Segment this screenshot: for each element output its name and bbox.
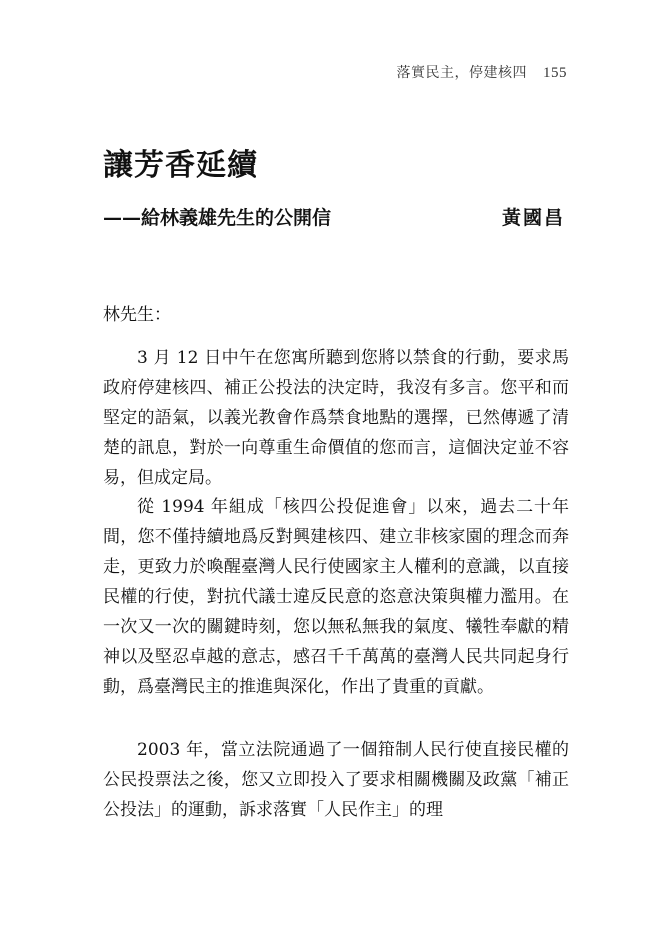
page-number: 155 bbox=[543, 65, 567, 81]
article-title: 讓芳香延續 bbox=[103, 148, 258, 183]
body-paragraph: 從 1994 年組成「核四公投促進會」以來，過去二十年間，您不僅持續地爲反對興建核四、建立非核家園的理念而奔走，更致力於喚醒臺灣人民行使國家主人權利的意識，以直接民權的行使，對抗代議士違反民意的恣意決策與權力濫用。在一次又一次的關鍵時刻，您以無私無我的氣度、犧牲奉獻的精神以及堅忍卓越的意志，感召千千萬萬的臺灣人民共同起身行動，爲臺灣民主的推進與深化，作出了貴重的貢獻。 bbox=[103, 497, 569, 697]
running-header bbox=[397, 62, 568, 82]
running-title: 落實民主，停建核四 bbox=[396, 65, 527, 81]
body-paragraph: 2003 年，當立法院通過了一個箝制人民行使直接民權的公民投票法之後，您又立即投入了要求相關機關及政黨「補正公投法」的運動，訴求落實「人民作主」的理 bbox=[103, 740, 569, 820]
article-author: 黃國昌 bbox=[501, 207, 565, 229]
article-subtitle: ——給林義雄先生的公開信 bbox=[103, 207, 332, 229]
body-paragraph: 3 月 12 日中午在您寓所聽到您將以禁食的行動，要求馬政府停建核四、補正公投法的決定時，我沒有多言。您平和而堅定的語氣，以義光教會作爲禁食地點的選擇，已然傳遞了清楚的訊息，對於一向尊重生命價值的您而言，這個決定並不容易，但成定局。 bbox=[103, 348, 569, 488]
letter-salutation: 林先生： bbox=[103, 305, 171, 325]
